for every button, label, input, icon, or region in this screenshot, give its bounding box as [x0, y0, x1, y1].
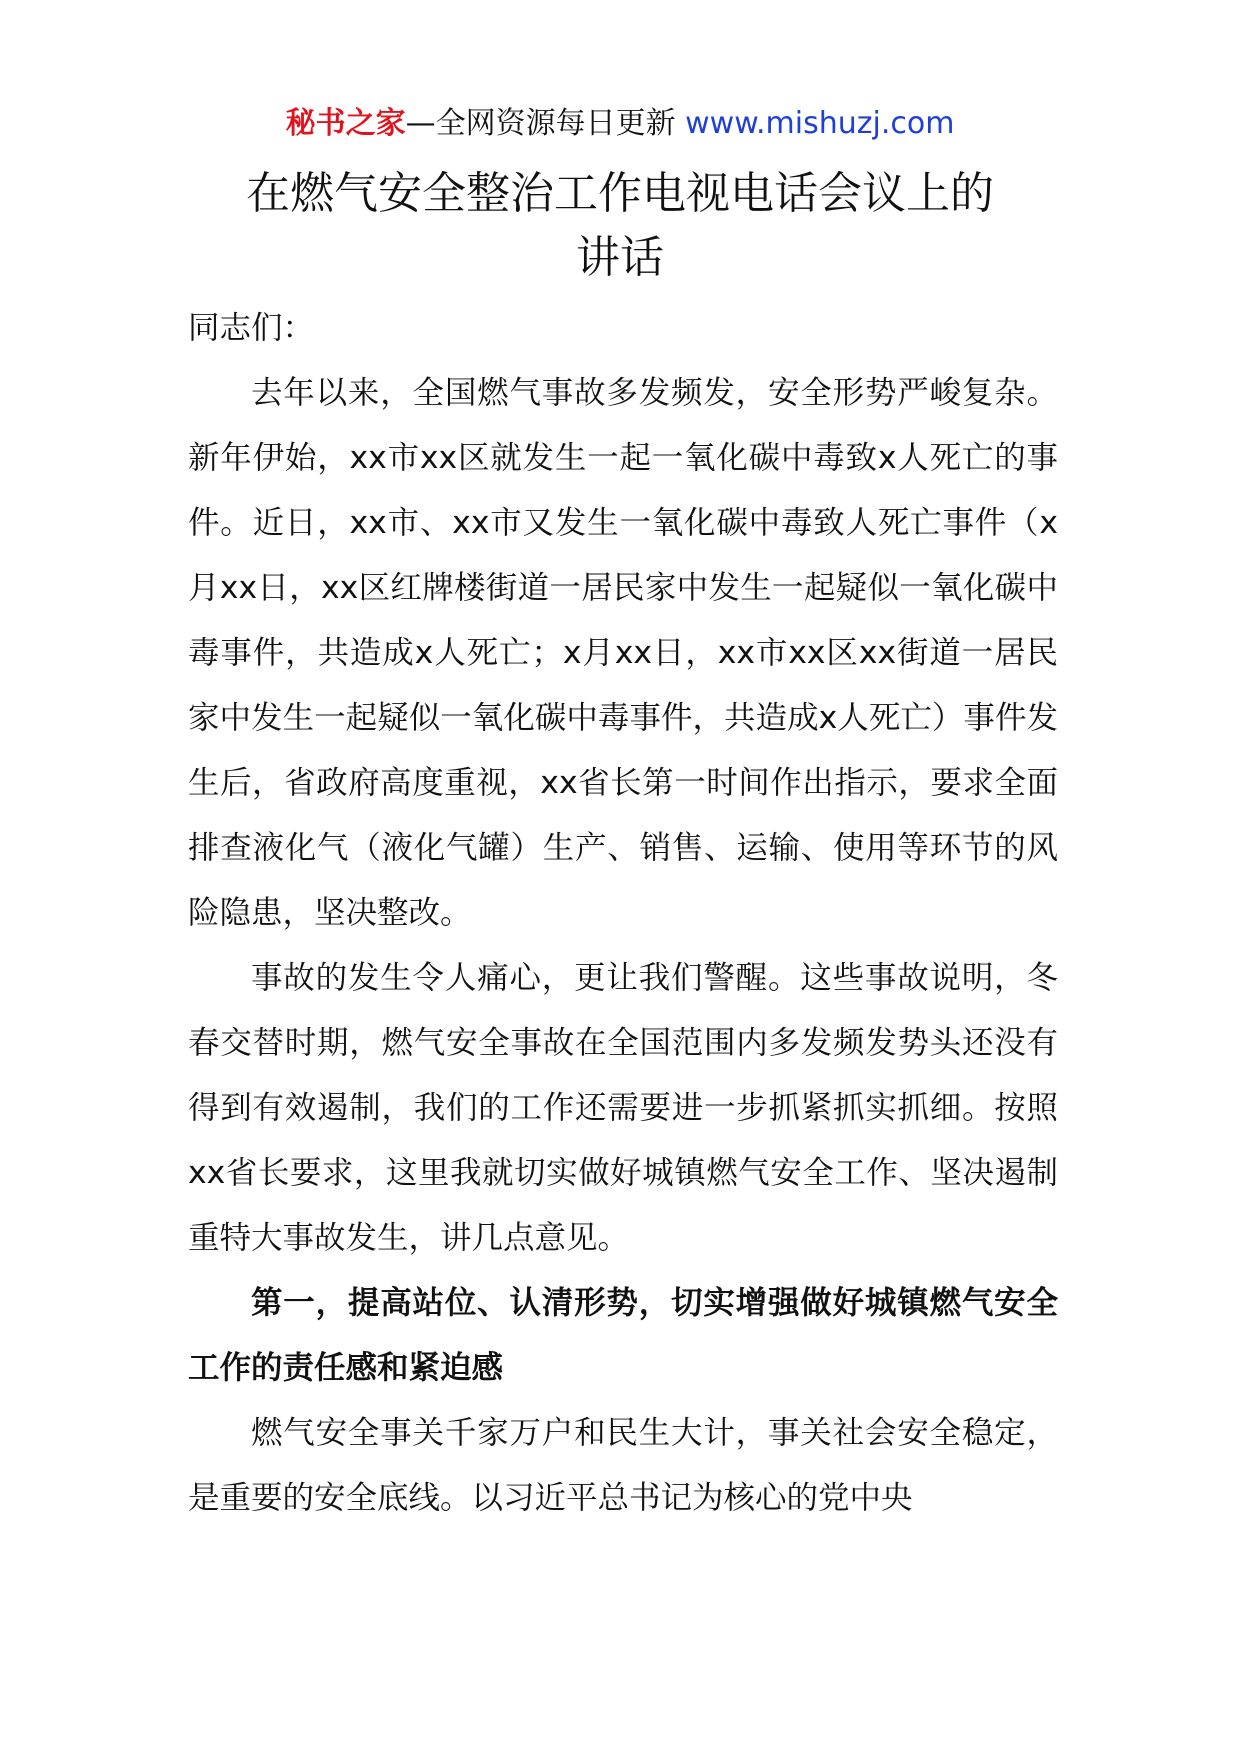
paragraph-1: 去年以来，全国燃气事故多发频发，安全形势严峻复杂。新年伊始，xx市xx区就发生一起一氧化碳中毒致x人死亡的事件。近日，xx市、xx市又发生一氧化碳中毒致人死亡事件（x月xx日，xx区红牌楼街道一居民家中发生一起疑似一氧化碳中毒事件，共造成x人死亡；x月xx日，xx市xx区xx街道一居民家中发生一起疑似一氧化碳中毒事件，共造成x人死亡）事件发生后，省政府高度重视，xx省长第一时间作出指示，要求全面排查液化气（液化气罐）生产、销售、运输、使用等环节的风险隐患，坚决整改。	[188, 375, 1058, 931]
site-url[interactable]: www.mishuzj.com	[685, 106, 955, 141]
paragraph-2: 事故的发生令人痛心，更让我们警醒。这些事故说明，冬春交替时期，燃气安全事故在全国范围内多发频发势头还没有得到有效遏制，我们的工作还需要进一步抓紧抓实抓细。按照xx省长要求，这里我就切实做好城镇燃气安全工作、坚决遏制重特大事故发生，讲几点意见。	[188, 960, 1058, 1256]
document-body	[188, 296, 1058, 1531]
brand-name: 秘书之家	[285, 106, 406, 141]
salutation: 同志们：	[188, 310, 315, 346]
title-line-1: 在燃气安全整治工作电视电话会议上的	[246, 168, 994, 219]
title-line-2: 讲话	[576, 232, 664, 283]
section-paragraph-1: 燃气安全事关千家万户和民生大计，事关社会安全稳定，是重要的安全底线。以习近平总书记为核心的党中央	[188, 1415, 1058, 1516]
site-header	[0, 102, 1240, 146]
document-title	[120, 162, 1120, 290]
section-heading-1: 第一，提高站位、认清形势，切实增强做好城镇燃气安全工作的责任感和紧迫感	[188, 1285, 1058, 1386]
header-slogan: —全网资源每日更新	[405, 106, 686, 141]
